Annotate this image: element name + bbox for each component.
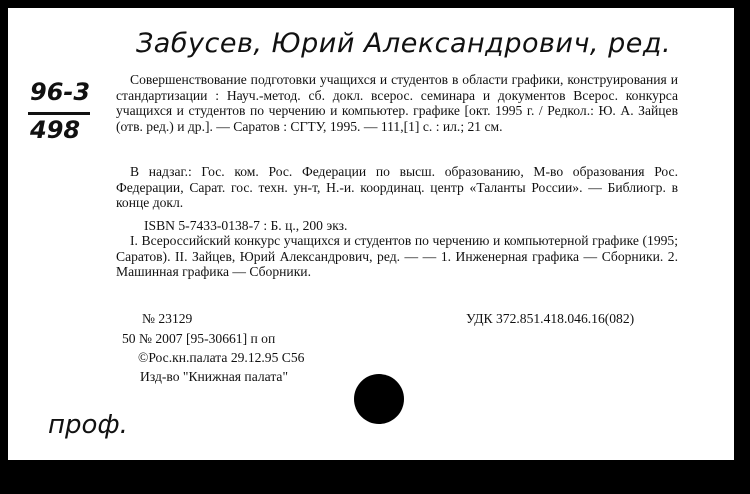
publisher-line: Изд-во "Книжная палата"	[140, 369, 289, 384]
copyright-line: ©Рос.кн.палата 29.12.95 С56	[138, 350, 305, 365]
shelf-code-divider	[28, 112, 90, 115]
handwritten-footer-note: проф.	[48, 410, 128, 440]
registration-number: 50 № 2007 [95-30661] п оп	[122, 331, 276, 346]
handwritten-author-title: Забусев, Юрий Александрович, ред.	[136, 28, 672, 59]
subject-headings: I. Всероссийский конкурс учащихся и студентов по черчению и компьютерной графике (1995; Саратов). II. Зайцев, Юрий Александрович, ред. — — 1. Инженерная графика — Сборники. 2. Машинная графика — Сборники.	[116, 233, 678, 279]
record-number: № 23129	[142, 311, 193, 326]
catalog-card	[8, 8, 734, 460]
punch-hole	[354, 374, 404, 424]
handwritten-shelf-code-bottom: 498	[30, 116, 81, 144]
handwritten-shelf-code-top: 96-3	[30, 78, 91, 106]
isbn-line: ISBN 5-7433-0138-7 : Б. ц., 200 экз.	[144, 218, 348, 233]
udk-classification: УДК 372.851.418.046.16(082)	[466, 311, 635, 326]
bibliographic-description: Совершенствование подготовки учащихся и студентов в области графики, конструирования и стандартизации : Науч.-метод. сб. докл. всерос. семинара и документов Всерос. конкурса учащихся и студентов по черчению и компьютер. графике [окт. 1995 г. / Редкол.: Ю. А. Зайцев (отв. ред.) и др.]. — Саратов : СГТУ, 1995. — 111,[1] с. : ил.; 21 см.	[116, 72, 678, 134]
notes-paragraph: В надзаг.: Гос. ком. Рос. Федерации по высш. образованию, М-во образования Рос. Федерации, Сарат. гос. техн. ун-т, Н.-и. координац. центр «Таланты России». — Библиогр. в конце докл.	[116, 164, 678, 210]
